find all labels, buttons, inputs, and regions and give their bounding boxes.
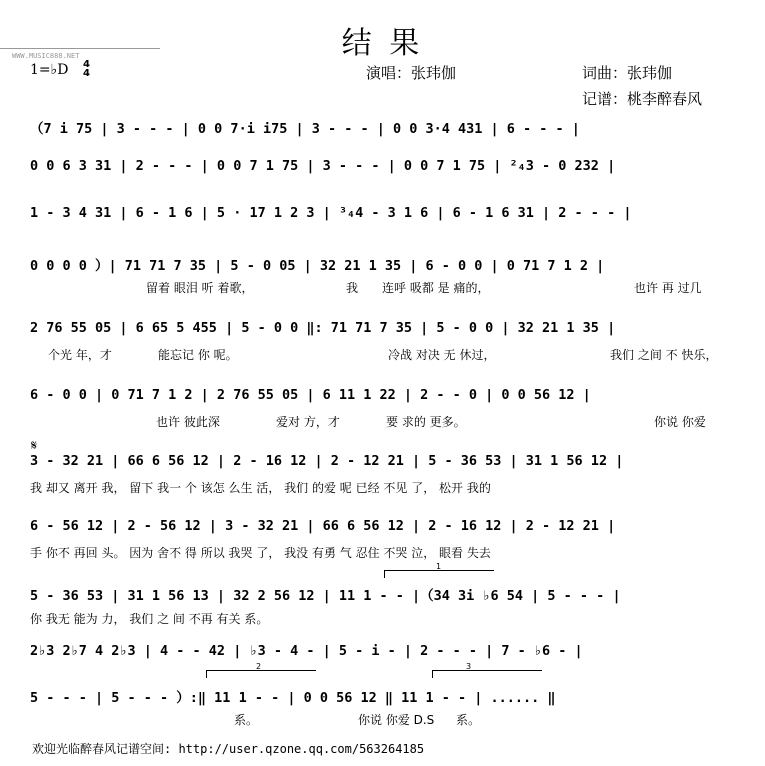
segno-sign: 𝄋 bbox=[31, 438, 38, 454]
score-line-9: 5 - 36 53 | 31 1 56 13 | 32 2 56 12 | 11 1 - - |（34 3i ♭6 54 | 5 - - - | bbox=[30, 588, 621, 604]
lyric-11c: 系。 bbox=[456, 713, 481, 727]
volta-3-label: 3 bbox=[466, 662, 472, 671]
score-line-5: 2 76 55 05 | 6 65 5 455 | 5 - 0 0 ‖: 71 71 7 35 | 5 - 0 0 | 32 21 1 35 | bbox=[30, 320, 616, 336]
score-line-10: 2♭3 2♭7 4 2♭3 | 4 - - 42 | ♭3 - 4 - | 5 - i - | 2 - - - | 7 - ♭6 - | bbox=[30, 643, 583, 659]
lyric-4d: 也许 再 过几 bbox=[634, 281, 702, 295]
lyric-5b: 能忘记 你 呢。 bbox=[158, 348, 238, 362]
lyric-6c: 要 求的 更多。 bbox=[386, 415, 466, 429]
score-line-3: 1 - 3 4 31 | 6 - 1 6 | 5 · 17 1 2 3 | ³₄4 - 3 1 6 | 6 - 1 6 31 | 2 - - - | bbox=[30, 205, 632, 221]
lyric-9: 你 我无 能为 力， 我们 之 间 不再 有关 系。 bbox=[30, 612, 269, 626]
lyric-6d: 你说 你爱 bbox=[654, 415, 706, 429]
score-line-4: 0 0 0 0 ）| 71 71 7 35 | 5 - 0 05 | 32 21 1 35 | 6 - 0 0 | 0 71 7 1 2 | bbox=[30, 258, 605, 274]
score-line-8: 6 - 56 12 | 2 - 56 12 | 3 - 32 21 | 66 6 56 12 | 2 - 16 12 | 2 - 12 21 | bbox=[30, 518, 616, 534]
volta-2-tick bbox=[206, 670, 207, 678]
lyric-7: 我 却又 离开 我， 留下 我一 个 该怎 么生 活， 我们 的爱 呢 已经 不见 了， 松开 我的 bbox=[30, 481, 491, 495]
key-signature: 1=♭D bbox=[30, 62, 69, 78]
meter-top: 4 bbox=[83, 59, 90, 70]
score-line-7: 3 - 32 21 | 66 6 56 12 | 2 - 16 12 | 2 - 12 21 | 5 - 36 53 | 31 1 56 12 | bbox=[30, 453, 624, 469]
lyric-4c: 连呼 吸都 是 痛的， bbox=[382, 281, 490, 295]
lyric-8: 手 你不 再回 头。 因为 舍不 得 所以 我哭 了， 我没 有勇 气 忍住 不哭 泣， 眼看 失去 bbox=[30, 546, 491, 560]
volta-3-tick bbox=[432, 670, 433, 678]
lyric-5a: 个光 年，才 bbox=[48, 348, 112, 362]
time-signature bbox=[83, 60, 90, 78]
volta-1-tick bbox=[384, 570, 385, 578]
volta-1-label: 1 bbox=[436, 562, 442, 571]
score-line-11: 5 - - - | 5 - - - ）:‖ 11 1 - - | 0 0 56 12 ‖ 11 1 - - | ...... ‖ bbox=[30, 690, 556, 706]
lyric-6b: 爱对 方，才 bbox=[276, 415, 340, 429]
lyric-11a: 系。 bbox=[234, 713, 259, 727]
lyric-6a: 也许 彼此深 bbox=[156, 415, 220, 429]
composer-credit: 词曲：张玮伽 bbox=[582, 64, 673, 82]
volta-2-label: 2 bbox=[256, 662, 262, 671]
lyric-4b: 我 bbox=[346, 281, 359, 295]
lyric-4a: 留着 眼泪 听 着歌， bbox=[146, 281, 254, 295]
lyric-5d: 我们 之间 不 快乐， bbox=[610, 348, 718, 362]
lyric-5c: 冷战 对决 无 休过， bbox=[388, 348, 496, 362]
singer-credit: 演唱：张玮伽 bbox=[366, 64, 457, 82]
meter-bottom: 4 bbox=[83, 68, 90, 79]
score-line-1: （7 i 75 | 3 - - - | 0 0 7·i i75 | 3 - - - | 0 0 3·4 431 | 6 - - - | bbox=[30, 121, 580, 137]
lyric-11b: 你说 你爱 D.S bbox=[358, 713, 435, 727]
score-line-2: 0 0 6 3 31 | 2 - - - | 0 0 7 1 75 | 3 - - - | 0 0 7 1 75 | ²₄3 - 0 232 | bbox=[30, 158, 616, 174]
score-line-6: 6 - 0 0 | 0 71 7 1 2 | 2 76 55 05 | 6 11 1 22 | 2 - - 0 | 0 0 56 12 | bbox=[30, 387, 591, 403]
watermark: WWW.MUSIC888.NET bbox=[12, 52, 80, 60]
volta-3-bracket bbox=[432, 670, 542, 671]
footer-link-text: 欢迎光临醉春风记谱空间: http://user.qzone.qq.com/563264185 bbox=[32, 742, 425, 756]
transcriber-credit: 记谱：桃李醉春风 bbox=[582, 90, 703, 108]
song-title: 结 果 bbox=[341, 26, 424, 61]
